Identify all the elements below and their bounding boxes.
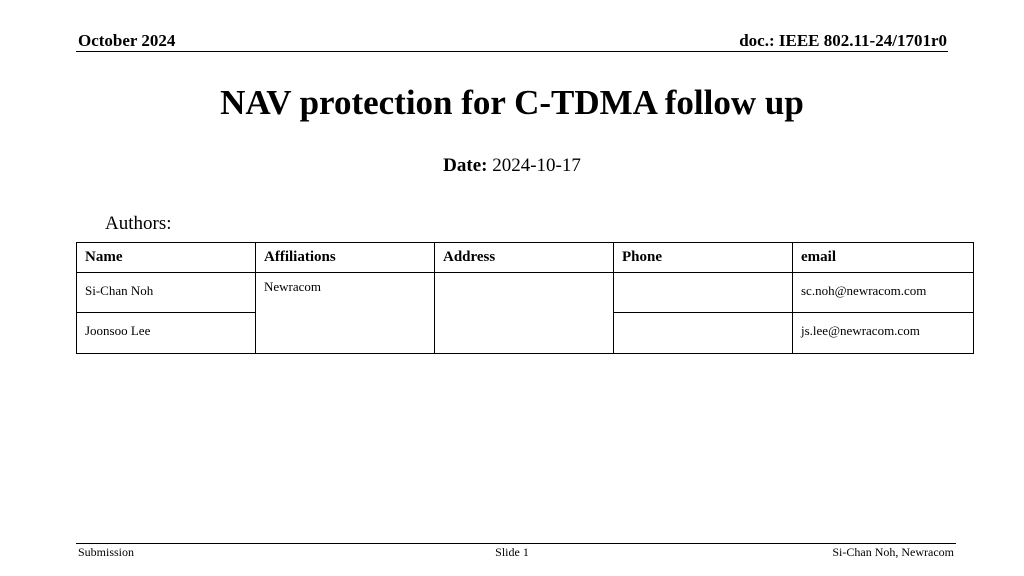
footer-author: Si-Chan Noh, Newracom xyxy=(832,545,954,559)
slide-title: NAV protection for C-TDMA follow up xyxy=(220,83,804,122)
author-phone xyxy=(614,273,793,313)
author-name: Joonsoo Lee xyxy=(77,313,256,354)
author-name: Si-Chan Noh xyxy=(77,273,256,313)
author-email: js.lee@newracom.com xyxy=(793,313,974,354)
author-phone xyxy=(614,313,793,354)
author-affiliation: Newracom xyxy=(256,273,435,354)
header-phone: Phone xyxy=(614,243,793,273)
table-header-row xyxy=(77,243,974,273)
header-address: Address xyxy=(435,243,614,273)
header-name: Name xyxy=(77,243,256,273)
table-row xyxy=(77,273,974,313)
authors-table xyxy=(76,242,974,354)
header-affiliations: Affiliations xyxy=(256,243,435,273)
footer-submission: Submission xyxy=(78,545,135,559)
authors-label: Authors: xyxy=(105,213,172,234)
header-date: October 2024 xyxy=(78,31,176,50)
header-doc-id: doc.: IEEE 802.11-24/1701r0 xyxy=(739,31,947,50)
footer-slide-number: Slide 1 xyxy=(495,545,529,559)
date-value: 2024-10-17 xyxy=(487,155,581,176)
footer-divider xyxy=(76,543,956,544)
header-email: email xyxy=(793,243,974,273)
header-divider xyxy=(76,51,948,52)
author-email: sc.noh@newracom.com xyxy=(793,273,974,313)
date-line xyxy=(0,154,1024,178)
author-address xyxy=(435,273,614,354)
date-label: Date: xyxy=(443,155,488,176)
